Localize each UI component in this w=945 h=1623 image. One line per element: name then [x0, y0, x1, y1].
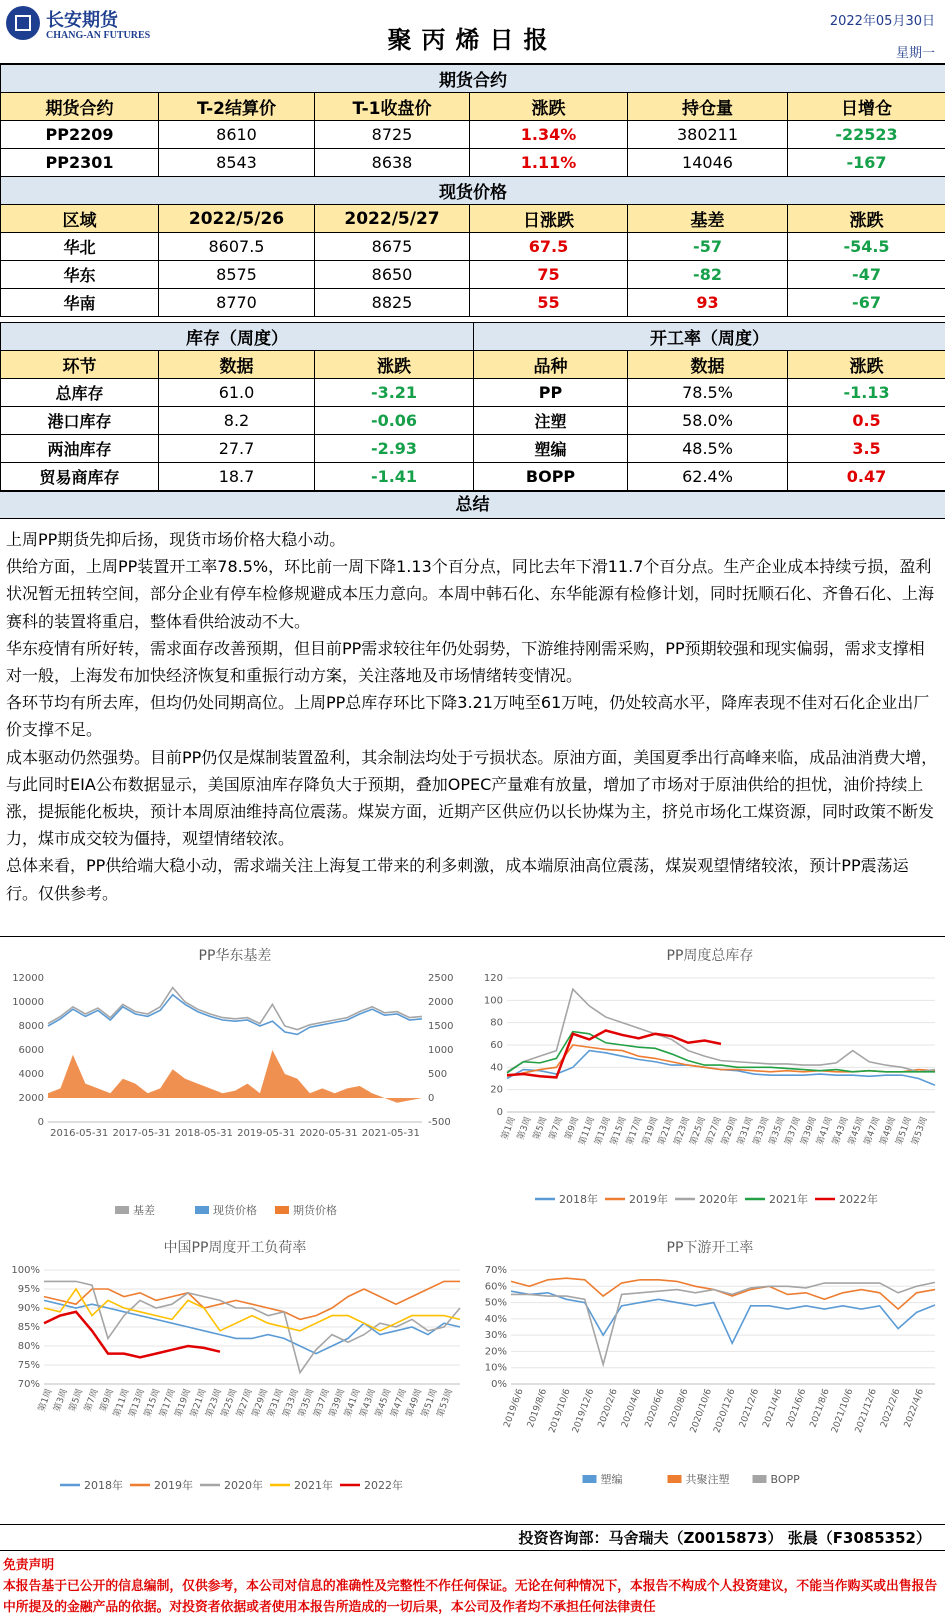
y2-tick-label: 0: [428, 1093, 435, 1104]
report-date: 2022年05月30日: [829, 14, 935, 29]
table-row: [1, 121, 945, 149]
price-day1: 8770: [159, 289, 315, 317]
x-tick-label: 第11周: [577, 1115, 598, 1147]
operating-name: 注塑: [474, 407, 628, 435]
y-tick-label: 85%: [17, 1322, 40, 1333]
y-tick-label: 4000: [18, 1069, 44, 1080]
x-tick-label: 2021/10/6: [830, 1387, 856, 1435]
x-tick-label: 第13周: [127, 1387, 147, 1419]
x-tick-label: 第13周: [593, 1115, 613, 1147]
table-row: [1, 463, 945, 491]
y-tick-label: 75%: [17, 1360, 40, 1371]
inventory-value: 27.7: [159, 435, 315, 463]
col-header: 涨跌: [470, 93, 628, 121]
x-tick-label: 第1周: [500, 1115, 518, 1142]
y-tick-label: 12000: [12, 973, 44, 984]
x-tick-label: 第51周: [894, 1115, 915, 1147]
spot-table: [0, 176, 945, 317]
x-tick-label: 第5周: [531, 1115, 550, 1142]
y-tick-label: 20: [490, 1084, 503, 1096]
region-name: 华南: [1, 289, 159, 317]
y2-tick-label: 1000: [428, 1045, 454, 1056]
series-area-基差: [48, 1050, 422, 1103]
legend-label: 2022年: [839, 1193, 878, 1206]
legend-label: 2019年: [629, 1193, 668, 1206]
y-tick-label: 80%: [17, 1341, 40, 1352]
series-line-2022年: [44, 1312, 220, 1358]
y-tick-label: 120: [483, 973, 503, 984]
x-tick-label: 2021/6/6: [785, 1387, 809, 1430]
price-day2: 8675: [315, 233, 470, 261]
inventory-value: 61.0: [159, 379, 315, 407]
daily-change: 55: [470, 289, 628, 317]
series-line-2018年: [507, 1051, 935, 1086]
x-tick-label: 第31周: [736, 1115, 756, 1147]
y-tick-label: 10000: [12, 997, 44, 1008]
x-tick-label: 第23周: [204, 1387, 225, 1419]
report-title: 聚丙烯日报: [387, 26, 558, 54]
operating-section-title: 开工率（周度）: [474, 323, 945, 351]
inventory-section-title: 库存（周度）: [1, 323, 474, 351]
col-header: 基差: [628, 205, 788, 233]
basis: -57: [628, 233, 788, 261]
t2-settle: 8543: [159, 149, 315, 177]
operating-change: -1.13: [788, 379, 945, 407]
summary-paragraph: 华东疫情有所好转，需求面存改善预期，但目前PP需求较往年仍处弱势，下游维持刚需采购，PP预期较强和现实偏弱，需求支撑相对一般，上海发布加快经济恢复和重振行动方案，关注落地及市场情绪转变情况。: [6, 638, 925, 686]
legend-swatch: [275, 1206, 289, 1214]
downstream-rate-chart: [475, 1232, 945, 1522]
disclaimer: [3, 1555, 943, 1618]
x-tick-label: 第9周: [563, 1115, 582, 1142]
x-tick-label: 2021/8/6: [808, 1387, 832, 1430]
x-tick-label: 第35周: [767, 1115, 788, 1147]
analyst-line: 投资咨询部：马舍瑞夫（Z0015873） 张晨（F3085352）: [0, 1524, 945, 1551]
summary-paragraph: 供给方面，上周PP装置开工率78.5%，环比前一周下降1.13个百分点，同比去年下滑11.7个百分点。生产企业成本持续亏损，盈利状况暂无扭转空间，部分企业有停车检修规避成本压力意向。本周中韩石化、东华能源有检修计划，同时抚顺石化、齐鲁石化、上海赛科的装置将重启，整体看供给波动不大。: [6, 557, 935, 631]
col-header: 区域: [1, 205, 159, 233]
y-tick-label: 100%: [11, 1265, 40, 1276]
x-tick-label: 第17周: [158, 1387, 178, 1419]
x-tick-label: 2021-05-31: [361, 1128, 420, 1139]
inventory-name: 贸易商库存: [1, 463, 159, 491]
y-tick-label: 0%: [491, 1379, 507, 1390]
report-header: [0, 0, 945, 64]
x-tick-label: 第35周: [296, 1387, 317, 1419]
y2-tick-label: -500: [428, 1117, 451, 1128]
y-tick-label: 40%: [484, 1313, 507, 1325]
x-tick-label: 第19周: [173, 1387, 194, 1419]
inventory-change: -1.41: [315, 463, 474, 491]
daily-change: 75: [470, 261, 628, 289]
price-day2: 8825: [315, 289, 470, 317]
col-header: 数据: [159, 351, 315, 379]
disclaimer-text: 本报告基于已公开的信息编制，仅供参考，本公司对信息的准确性及完整性不作任何保证。无论在何种情况下，本报告不构成个人投资建议，不能当作购买或出售报告中所提及的金融产品的依据。对投资者依据或者使用本报告所造成的一切后果，本公司及作者均不承担任何法律责任: [3, 1579, 938, 1615]
operating-name: 塑编: [474, 435, 628, 463]
series-line-2020年: [507, 989, 935, 1072]
col-header: 涨跌: [315, 351, 474, 379]
x-tick-label: 第53周: [435, 1387, 456, 1419]
x-tick-label: 第17周: [625, 1115, 645, 1147]
report-weekday: 星期一: [895, 46, 935, 61]
x-tick-label: 第43周: [831, 1115, 851, 1147]
inventory-value: 18.7: [159, 463, 315, 491]
t2-settle: 8610: [159, 121, 315, 149]
legend-swatch: [753, 1475, 767, 1483]
inventory-name: 港口库存: [1, 407, 159, 435]
chart-title: PP周度总库存: [666, 948, 754, 964]
operating-change: 0.47: [788, 463, 945, 491]
contract-name: PP2301: [1, 149, 159, 177]
legend-label: BOPP: [770, 1473, 800, 1486]
x-tick-label: 第33周: [281, 1387, 302, 1419]
x-tick-label: 2016-05-31: [50, 1128, 109, 1139]
x-tick-label: 2022/4/6: [902, 1387, 927, 1430]
x-tick-label: 第27周: [704, 1115, 724, 1147]
inventory-name: 两油库存: [1, 435, 159, 463]
series-line-期货价格: [48, 995, 422, 1035]
legend-label: 塑编: [600, 1473, 623, 1486]
x-tick-label: 第21周: [189, 1387, 209, 1419]
x-tick-label: 第9周: [98, 1387, 117, 1414]
legend-label: 2019年: [154, 1479, 193, 1492]
basis-chart: [0, 940, 470, 1230]
basis-change: -47: [788, 261, 945, 289]
summary-paragraph: 总体来看，PP供给端大稳小动，需求端关注上海复工带来的利多刺激，成本端原油高位震荡，煤炭观望情绪较浓，预计PP震荡运行。仅供参考。: [6, 856, 909, 903]
x-tick-label: 第7周: [83, 1387, 101, 1414]
price-change: 1.34%: [470, 121, 628, 149]
daily-oi-change: -22523: [788, 121, 945, 149]
x-tick-label: 第49周: [404, 1387, 425, 1419]
x-tick-label: 2020/4/6: [620, 1387, 644, 1430]
x-tick-label: 第27周: [235, 1387, 255, 1419]
summary-paragraph: 各环节均有所去库，但均仍处同期高位。上周PP总库存环比下降3.21万吨至61万吨，仍处较高水平，降库表现不佳对石化企业出厂价支撑不足。: [6, 693, 930, 740]
x-tick-label: 第49周: [878, 1115, 899, 1147]
open-interest: 14046: [628, 149, 788, 177]
y-tick-label: 6000: [18, 1045, 44, 1056]
basis-change: -67: [788, 289, 945, 317]
col-header: 品种: [474, 351, 628, 379]
x-tick-label: 第33周: [751, 1115, 772, 1147]
x-tick-label: 2021/12/6: [853, 1387, 879, 1435]
x-tick-label: 第5周: [67, 1387, 86, 1414]
x-tick-label: 第53周: [910, 1115, 930, 1147]
x-tick-label: 第39周: [327, 1387, 348, 1419]
legend-swatch: [583, 1475, 597, 1483]
x-tick-label: 第45周: [374, 1387, 394, 1419]
inventory-chart: [475, 940, 945, 1230]
futures-table: [0, 64, 945, 177]
x-tick-label: 2018-05-31: [174, 1128, 233, 1139]
contract-name: PP2209: [1, 121, 159, 149]
basis-change: -54.5: [788, 233, 945, 261]
x-tick-label: 第45周: [847, 1115, 867, 1147]
legend-label: 2021年: [769, 1193, 808, 1206]
spot-section-title: 现货价格: [1, 177, 945, 205]
x-tick-label: 2020/10/6: [688, 1387, 715, 1435]
legend-label: 期货价格: [293, 1204, 337, 1217]
col-header: 期货合约: [1, 93, 159, 121]
y-tick-label: 0: [37, 1117, 44, 1128]
price-day1: 8575: [159, 261, 315, 289]
x-tick-label: 第41周: [815, 1115, 835, 1147]
legend-swatch: [115, 1206, 129, 1214]
y-tick-label: 30%: [484, 1330, 507, 1342]
x-tick-label: 2017-05-31: [112, 1128, 171, 1139]
x-tick-label: 2019-05-31: [237, 1128, 296, 1139]
x-tick-label: 2020/8/6: [667, 1387, 691, 1430]
inventory-change: -3.21: [315, 379, 474, 407]
series-line-2019年: [44, 1281, 460, 1319]
futures-section-title: 期货合约: [1, 65, 945, 93]
x-tick-label: 第3周: [516, 1115, 534, 1142]
x-tick-label: 第29周: [720, 1115, 740, 1147]
x-tick-label: 2020/6/6: [643, 1387, 667, 1430]
summary-paragraph: 上周PP期货先抑后扬，现货市场价格大稳小动。: [6, 530, 346, 549]
x-tick-label: 第41周: [343, 1387, 363, 1419]
table-row: [1, 149, 945, 177]
col-header: 日涨跌: [470, 205, 628, 233]
summary-title: 总结: [0, 491, 945, 519]
t1-close: 8725: [315, 121, 470, 149]
x-tick-label: 第25周: [688, 1115, 708, 1147]
x-tick-label: 2019/12/6: [571, 1387, 597, 1435]
x-tick-label: 第11周: [112, 1387, 132, 1419]
x-tick-label: 2021/2/6: [737, 1387, 762, 1430]
x-tick-label: 第47周: [862, 1115, 883, 1147]
y-tick-label: 2000: [18, 1093, 44, 1104]
legend-swatch: [195, 1206, 209, 1214]
operating-change: 3.5: [788, 435, 945, 463]
x-tick-label: 2019/8/6: [525, 1387, 550, 1430]
col-header: 日增仓: [788, 93, 945, 121]
x-tick-label: 2020/12/6: [712, 1387, 738, 1435]
y-tick-label: 95%: [17, 1284, 40, 1295]
x-tick-label: 第15周: [609, 1115, 629, 1147]
operating-change: 0.5: [788, 407, 945, 435]
region-name: 华北: [1, 233, 159, 261]
x-tick-label: 第47周: [389, 1387, 409, 1419]
col-header: 涨跌: [788, 351, 945, 379]
operating-value: 58.0%: [628, 407, 788, 435]
y2-tick-label: 500: [428, 1069, 448, 1080]
x-tick-label: 第43周: [358, 1387, 379, 1419]
legend-label: 2021年: [294, 1479, 333, 1492]
x-tick-label: 第37周: [783, 1115, 804, 1147]
operating-rate-chart: [0, 1232, 470, 1522]
x-tick-label: 第51周: [420, 1387, 440, 1419]
basis: -82: [628, 261, 788, 289]
legend-swatch: [668, 1475, 682, 1483]
inventory-change: -0.06: [315, 407, 474, 435]
series-line-2021年: [44, 1289, 460, 1331]
x-tick-label: 第19周: [640, 1115, 661, 1147]
y-tick-label: 8000: [18, 1021, 44, 1032]
x-tick-label: 第7周: [547, 1115, 566, 1142]
legend-label: 2020年: [699, 1193, 738, 1206]
price-day1: 8607.5: [159, 233, 315, 261]
col-header: 2022/5/27: [315, 205, 470, 233]
x-tick-label: 第25周: [219, 1387, 240, 1419]
y-tick-label: 90%: [17, 1303, 40, 1314]
legend-label: 基差: [133, 1204, 155, 1217]
table-row: [1, 289, 945, 317]
daily-oi-change: -167: [788, 149, 945, 177]
x-tick-label: 第21周: [656, 1115, 677, 1147]
col-header: T-2结算价: [159, 93, 315, 121]
table-row: [1, 407, 945, 435]
daily-change: 67.5: [470, 233, 628, 261]
charts-divider: [0, 936, 945, 937]
col-header: 数据: [628, 351, 788, 379]
y2-tick-label: 1500: [428, 1021, 454, 1032]
inventory-value: 8.2: [159, 407, 315, 435]
x-tick-label: 第3周: [52, 1387, 70, 1414]
col-header: 持仓量: [628, 93, 788, 121]
inventory-name: 总库存: [1, 379, 159, 407]
x-tick-label: 第39周: [799, 1115, 819, 1147]
x-tick-label: 第29周: [250, 1387, 271, 1419]
disclaimer-title: 免责声明: [3, 1558, 55, 1573]
basis: 93: [628, 289, 788, 317]
x-tick-label: 2020-05-31: [299, 1128, 358, 1139]
x-tick-label: 2022/2/6: [879, 1387, 903, 1430]
y-tick-label: 10%: [484, 1362, 507, 1374]
company-name-en: CHANG-AN FUTURES: [46, 30, 151, 41]
summary-paragraph: 成本驱动仍然强势。目前PP仍仅是煤制装置盈利，其余制法均处于亏损状态。原油方面，美国夏季出行高峰来临，成品油消费大增，与此同时EIA公布数据显示，美国原油库存降负大于预期，叠加OPEC产量难有放量，增加了市场对于原油供给的担忧，油价持续上涨，提振能化板块，预计本周原油维持高位震荡。煤炭方面，近期产区供应仍以长协煤为主，挤兑市场化工煤资源，同时政策不断发力，煤市成交较为僵持，观望情绪较浓。: [6, 747, 938, 849]
col-header: 2022/5/26: [159, 205, 315, 233]
operating-value: 78.5%: [628, 379, 788, 407]
summary-body: [6, 526, 938, 907]
x-tick-label: 第23周: [672, 1115, 693, 1147]
region-name: 华东: [1, 261, 159, 289]
price-change: 1.11%: [470, 149, 628, 177]
operating-name: PP: [474, 379, 628, 407]
x-tick-label: 第31周: [266, 1387, 286, 1419]
legend-label: 现货价格: [213, 1204, 257, 1217]
price-day2: 8650: [315, 261, 470, 289]
chart-title: PP下游开工率: [666, 1240, 754, 1256]
y-tick-label: 60: [490, 1040, 503, 1051]
y2-tick-label: 2500: [428, 973, 454, 984]
y-tick-label: 40: [490, 1062, 503, 1074]
legend-label: 2018年: [84, 1479, 123, 1492]
y-tick-label: 80: [490, 1017, 503, 1029]
y-tick-label: 20%: [484, 1346, 507, 1358]
inventory-change: -2.93: [315, 435, 474, 463]
y-tick-label: 70%: [17, 1379, 40, 1390]
table-row: [1, 233, 945, 261]
col-header: 涨跌: [788, 205, 945, 233]
y-tick-label: 0: [496, 1107, 503, 1118]
inventory-operating-table: [0, 322, 945, 491]
t1-close: 8638: [315, 149, 470, 177]
x-tick-label: 2019/6/6: [502, 1387, 526, 1430]
chart-title: PP华东基差: [198, 948, 272, 964]
legend-label: 共聚注塑: [685, 1473, 730, 1486]
x-tick-label: 第37周: [312, 1387, 332, 1419]
table-row: [1, 435, 945, 463]
company-name-cn: 长安期货: [46, 10, 118, 31]
x-tick-label: 2021/4/6: [761, 1387, 785, 1430]
col-header: 环节: [1, 351, 159, 379]
table-row: [1, 261, 945, 289]
x-tick-label: 第15周: [142, 1387, 163, 1419]
y-tick-label: 50%: [484, 1297, 507, 1309]
legend-label: 2018年: [559, 1193, 598, 1206]
operating-value: 48.5%: [628, 435, 788, 463]
chart-title: 中国PP周度开工负荷率: [163, 1240, 307, 1256]
legend-label: 2020年: [224, 1479, 263, 1492]
col-header: T-1收盘价: [315, 93, 470, 121]
y2-tick-label: 2000: [428, 997, 454, 1008]
operating-value: 62.4%: [628, 463, 788, 491]
open-interest: 380211: [628, 121, 788, 149]
y-tick-label: 70%: [484, 1265, 507, 1276]
y-tick-label: 60%: [484, 1281, 507, 1293]
series-line-现货价格: [48, 988, 422, 1030]
legend-label: 2022年: [364, 1479, 403, 1492]
table-row: [1, 379, 945, 407]
x-tick-label: 2020/2/6: [596, 1387, 620, 1430]
x-tick-label: 第1周: [37, 1387, 55, 1414]
operating-name: BOPP: [474, 463, 628, 491]
y-tick-label: 100: [483, 995, 503, 1007]
x-tick-label: 2019/10/6: [547, 1387, 573, 1435]
